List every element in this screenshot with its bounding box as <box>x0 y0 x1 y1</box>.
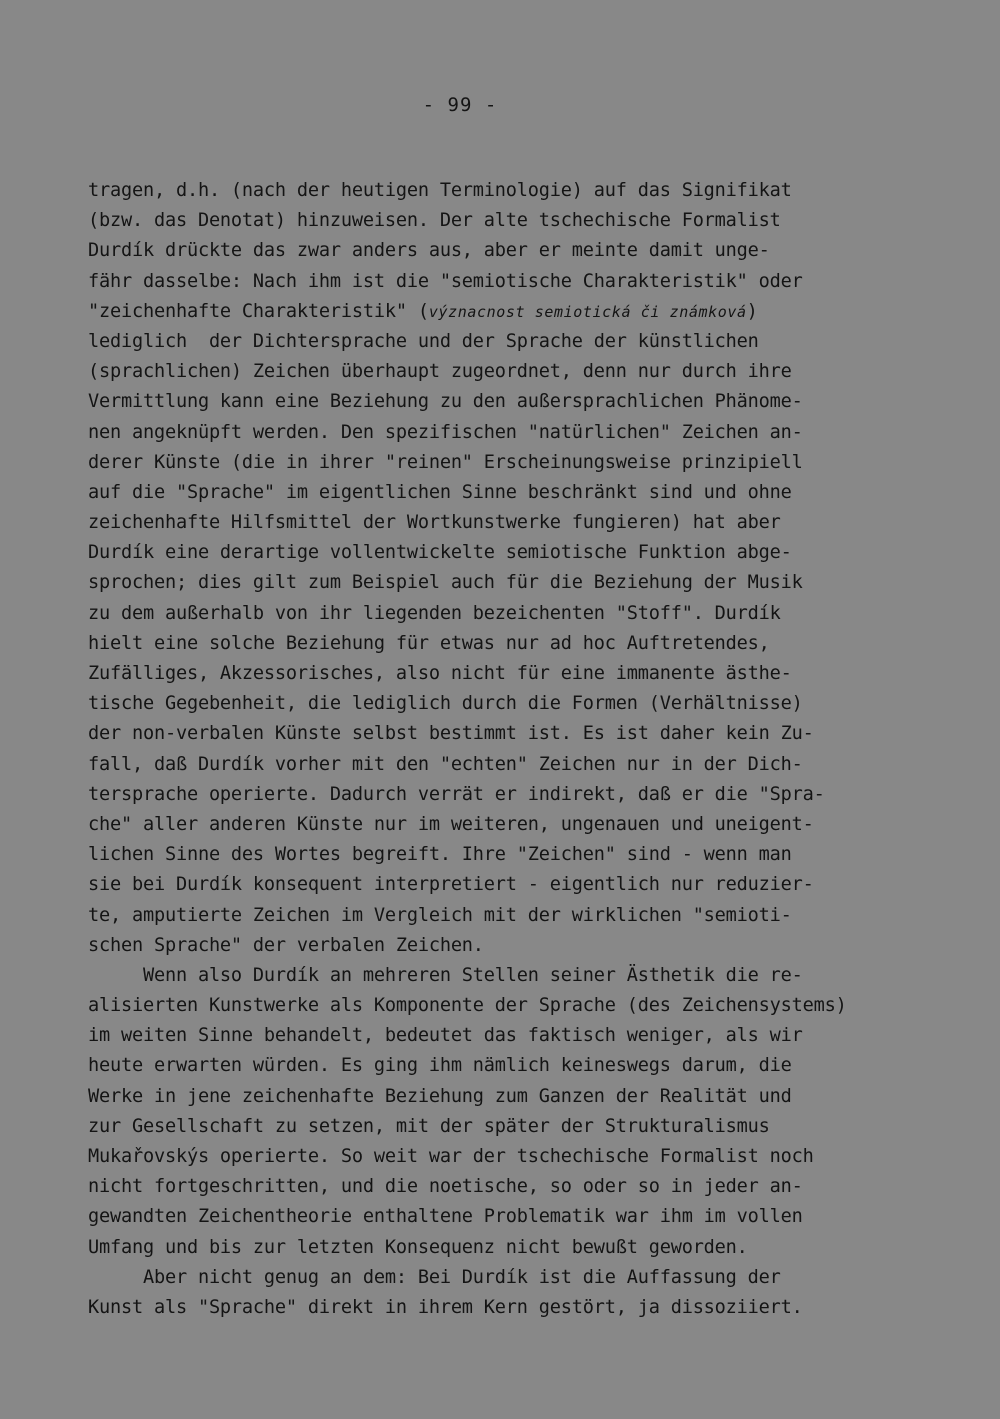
line-text: lichen Sinne des Wortes begreift. Ihre "Zeichen" sind - wenn man <box>88 844 792 866</box>
line-text: tersprache operierte. Dadurch verrät er indirekt, daß er die "Spra- <box>88 783 825 805</box>
page-number: - 99 - <box>422 94 498 116</box>
text-line <box>88 297 938 327</box>
text-line <box>88 1263 938 1293</box>
text-line <box>88 750 938 780</box>
line-text: zur Gesellschaft zu setzen, mit der später der Strukturalismus <box>88 1115 770 1137</box>
line-text: "zeichenhafte Charakteristik" ( <box>88 300 429 322</box>
line-text: lediglich der Dichtersprache und der Sprache der künstlichen <box>88 330 759 352</box>
text-line <box>88 780 938 810</box>
text-line <box>88 236 938 266</box>
text-line <box>88 206 938 236</box>
text-line <box>88 538 938 568</box>
line-text: Umfang und bis zur letzten Konsequenz nicht bewußt geworden. <box>88 1236 748 1258</box>
body-text <box>88 176 938 1323</box>
line-text: Aber nicht genug an dem: Bei Durdík ist die Auffassung der <box>88 1266 781 1288</box>
line-text: derer Künste (die in ihrer "reinen" Erscheinungsweise prinzipiell <box>88 451 803 473</box>
text-line <box>88 568 938 598</box>
line-text: heute erwarten würden. Es ging ihm nämlich keineswegs darum, die <box>88 1055 792 1077</box>
text-line <box>88 1142 938 1172</box>
text-line <box>88 478 938 508</box>
line-text: (sprachlichen) Zeichen überhaupt zugeordnet, denn nur durch ihre <box>88 361 792 383</box>
text-line <box>88 901 938 931</box>
text-line <box>88 387 938 417</box>
text-line <box>88 1021 938 1051</box>
line-text: Mukařovskýs operierte. So weit war der tschechische Formalist noch <box>88 1146 814 1167</box>
line-text-after: ) <box>746 300 758 322</box>
line-text: Durdík drückte das zwar anders aus, aber er meinte damit unge- <box>88 240 770 262</box>
text-line <box>88 1202 938 1232</box>
text-line <box>88 689 938 719</box>
line-text: fähr dasselbe: Nach ihm ist die "semiotische Charakteristik" oder <box>88 270 803 292</box>
text-line <box>88 267 938 297</box>
text-line <box>88 176 938 206</box>
text-line <box>88 1082 938 1112</box>
text-line <box>88 599 938 629</box>
line-text: (bzw. das Denotat) hinzuweisen. Der alte tschechische Formalist <box>88 210 781 232</box>
text-line <box>88 719 938 749</box>
text-line <box>88 357 938 387</box>
line-text: nicht fortgeschritten, und die noetische, so oder so in jeder an- <box>88 1176 803 1198</box>
line-text: auf die "Sprache" im eigentlichen Sinne beschränkt sind und ohne <box>88 481 792 503</box>
text-line <box>88 327 938 357</box>
line-text: alisierten Kunstwerke als Komponente der Sprache (des Zeichensystems) <box>88 995 847 1017</box>
line-text: hielt eine solche Beziehung für etwas nur ad hoc Auftretendes, <box>88 632 770 654</box>
text-line <box>88 870 938 900</box>
text-line <box>88 1112 938 1142</box>
line-text: schen Sprache" der verbalen Zeichen. <box>88 934 484 956</box>
line-text: sie bei Durdík konsequent interpretiert - eigentlich nur reduzier- <box>88 874 814 896</box>
line-text: Kunst als "Sprache" direkt in ihrem Kern gestört, ja dissoziiert. <box>88 1296 803 1318</box>
line-text: Durdík eine derartige vollentwickelte semiotische Funktion abge- <box>88 542 792 564</box>
italic-phrase: význacnost semiotická či známková <box>428 302 747 321</box>
line-text: nen angeknüpft werden. Den spezifischen "natürlichen" Zeichen an- <box>88 421 803 443</box>
line-text: gewandten Zeichentheorie enthaltene Problematik war ihm im vollen <box>88 1206 803 1228</box>
line-text: zeichenhafte Hilfsmittel der Wortkunstwerke fungieren) hat aber <box>88 512 781 534</box>
line-text: sprochen; dies gilt zum Beispiel auch für die Beziehung der Musik <box>88 572 803 594</box>
line-text: zu dem außerhalb von ihr liegenden bezeichenten "Stoff". Durdík <box>88 602 781 624</box>
text-line <box>88 508 938 538</box>
text-line <box>88 418 938 448</box>
text-line <box>88 961 938 991</box>
text-line <box>88 810 938 840</box>
text-line <box>88 659 938 689</box>
line-text: tische Gegebenheit, die lediglich durch die Formen (Verhältnisse) <box>88 693 803 715</box>
text-line <box>88 448 938 478</box>
line-text: der non-verbalen Künste selbst bestimmt ist. Es ist daher kein Zu- <box>88 723 814 745</box>
line-text: Werke in jene zeichenhafte Beziehung zum Ganzen der Realität und <box>88 1085 792 1107</box>
text-line <box>88 1293 938 1323</box>
line-text: Wenn also Durdík an mehreren Stellen seiner Ästhetik die re- <box>88 964 803 986</box>
text-line <box>88 991 938 1021</box>
text-line <box>88 931 938 961</box>
line-text: fall, daß Durdík vorher mit den "echten" Zeichen nur in der Dich- <box>88 753 803 775</box>
text-line <box>88 1051 938 1081</box>
line-text: che" aller anderen Künste nur im weiteren, ungenauen und uneigent- <box>88 813 814 835</box>
line-text: te, amputierte Zeichen im Vergleich mit der wirklichen "semioti- <box>88 904 792 926</box>
line-text: im weiten Sinne behandelt, bedeutet das faktisch weniger, als wir <box>88 1025 803 1047</box>
text-line <box>88 1233 938 1263</box>
text-line <box>88 629 938 659</box>
line-text: Zufälliges, Akzessorisches, also nicht für eine immanente ästhe- <box>88 663 792 684</box>
text-line <box>88 840 938 870</box>
line-text: Vermittlung kann eine Beziehung zu den außersprachlichen Phänome- <box>88 391 803 413</box>
text-line <box>88 1172 938 1202</box>
line-text: tragen, d.h. (nach der heutigen Terminologie) auf das Signifikat <box>88 180 792 201</box>
